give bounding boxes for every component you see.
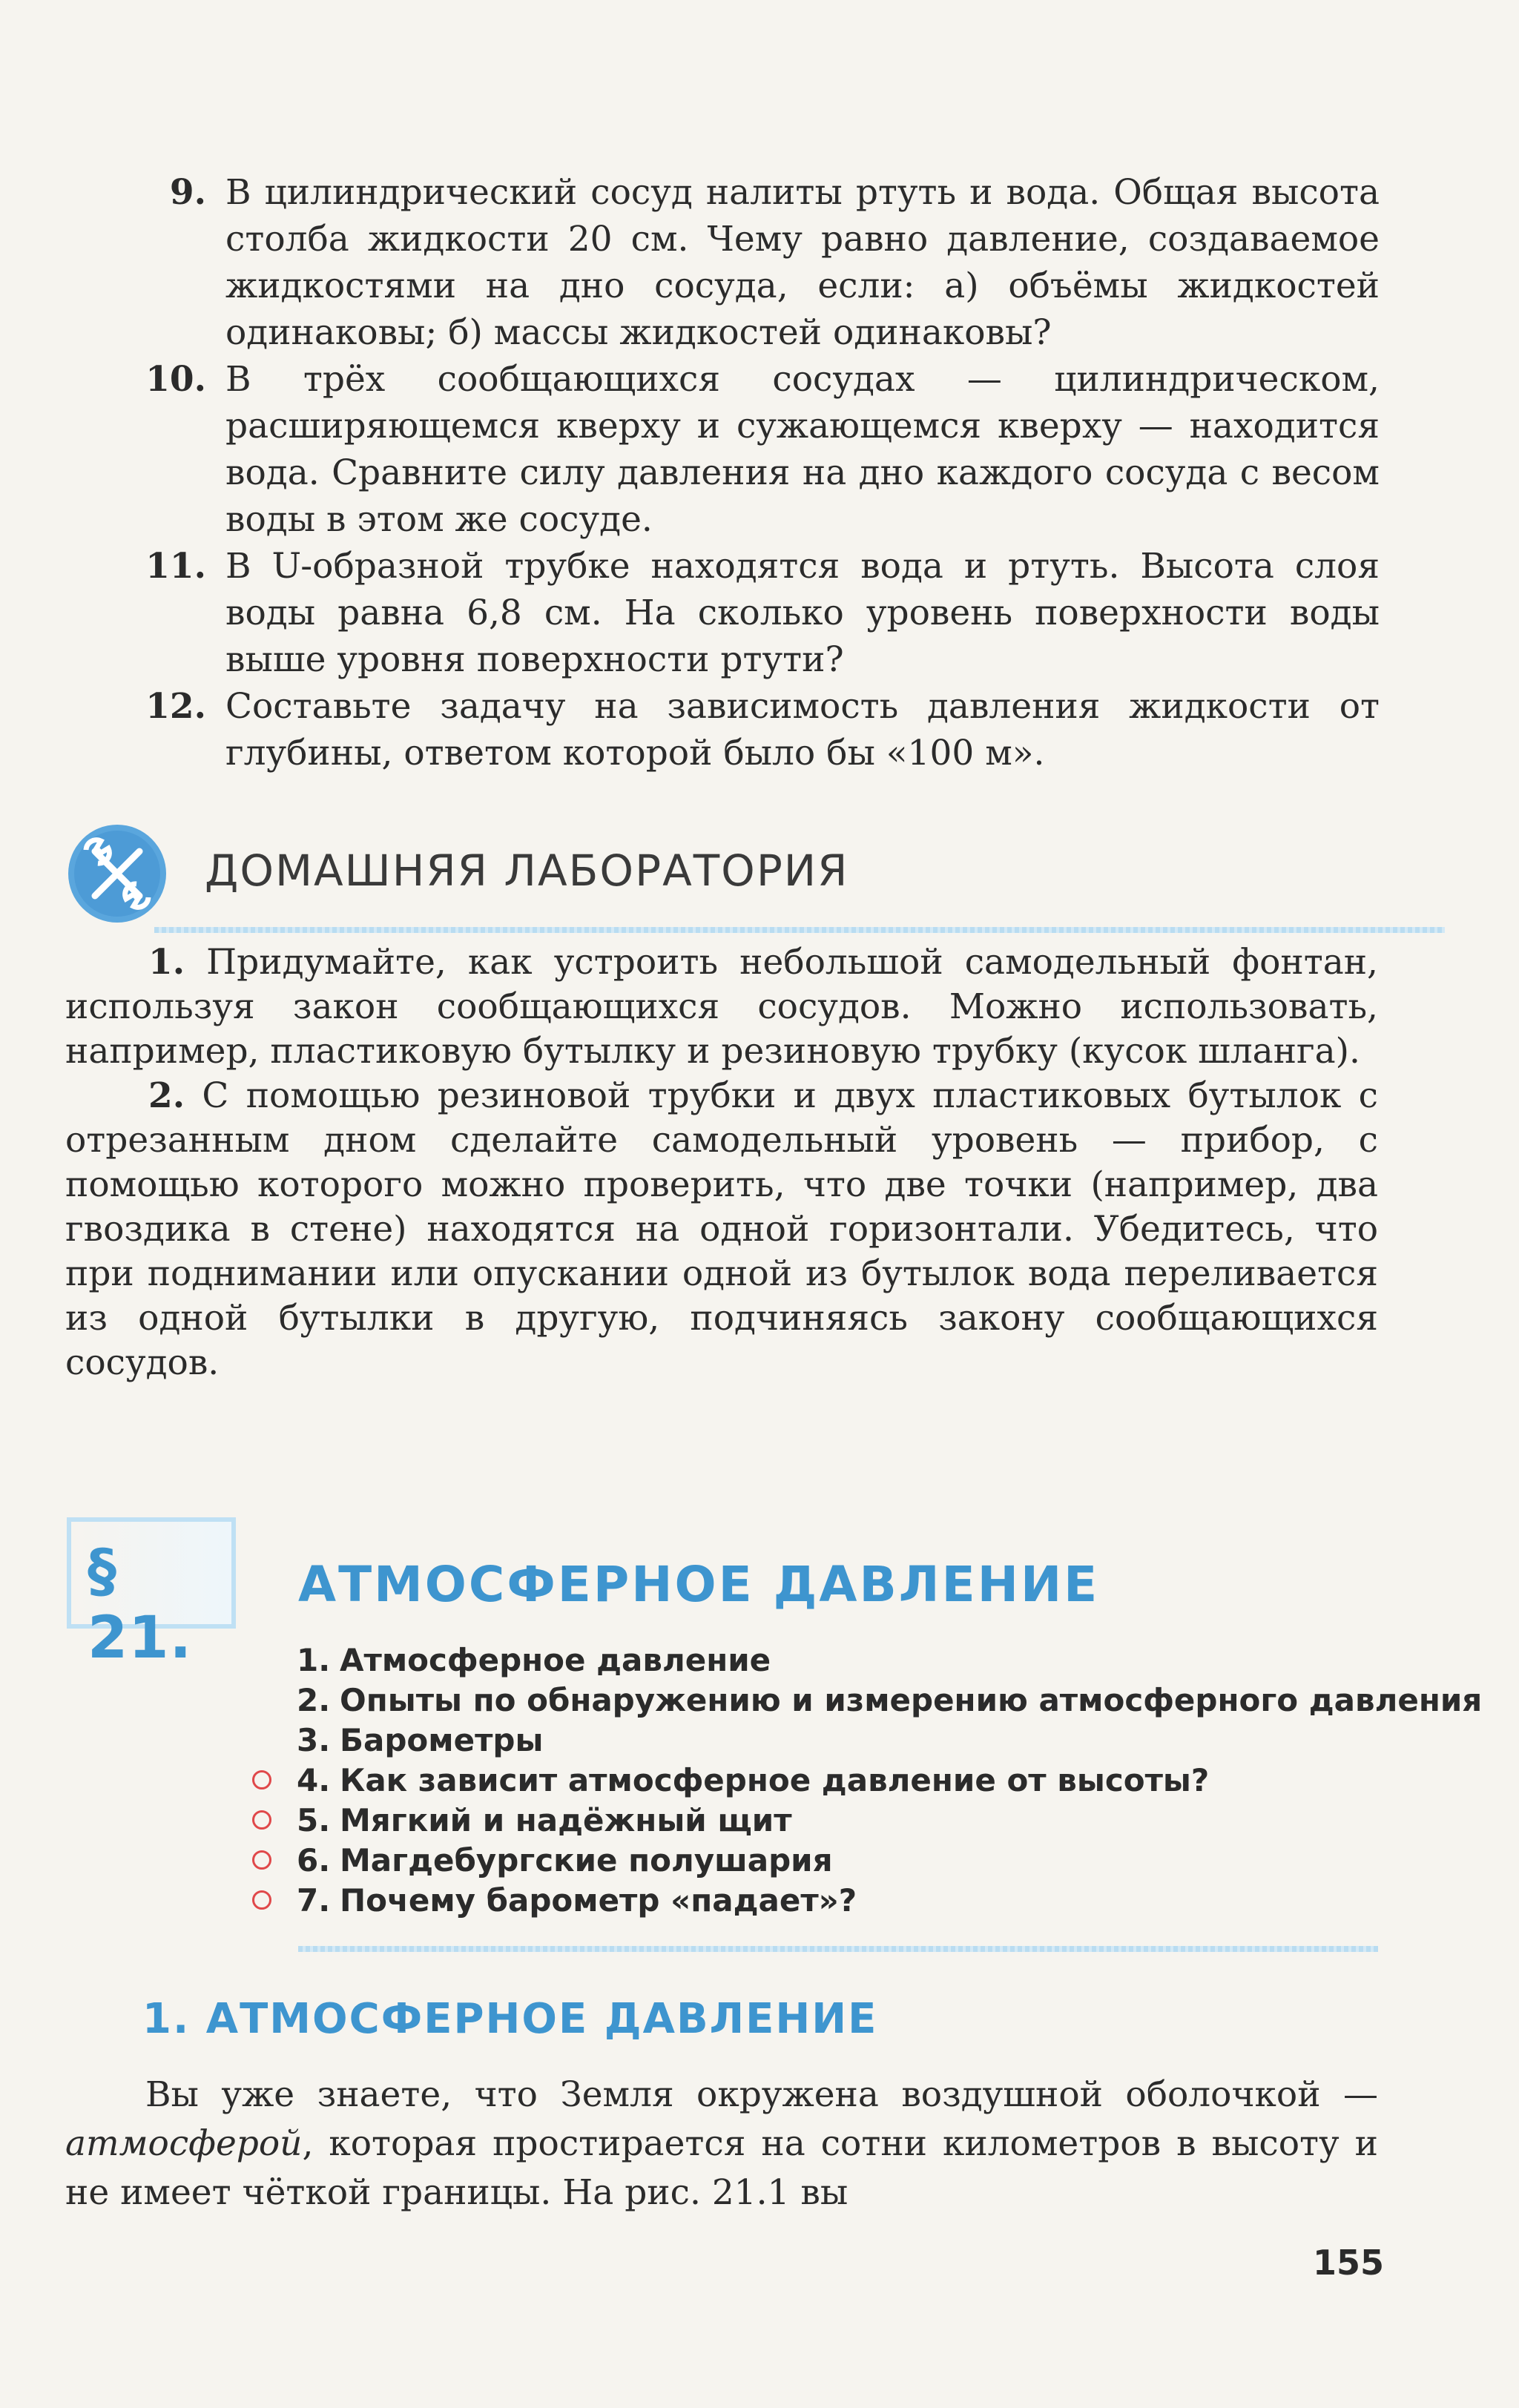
page-number: 155 (1313, 2243, 1385, 2283)
problem-number: 10. (145, 359, 206, 400)
optional-marker-icon (252, 1770, 271, 1789)
section-number-box (67, 1517, 236, 1672)
body-text (65, 2071, 1378, 2217)
body-text-emphasis: атмосферой (65, 2123, 303, 2164)
body-paragraph (65, 2071, 1378, 2217)
lab-item-number: 2. (148, 1075, 185, 1116)
body-text-part: Вы уже знаете, что Земля окружена воздушной оболочкой — (145, 2074, 1378, 2115)
toc-number: 2. (297, 1682, 331, 1718)
divider (154, 927, 1445, 933)
problem-number: 9. (169, 172, 206, 213)
home-lab-title: ДОМАШНЯЯ ЛАБОРАТОРИЯ (205, 845, 849, 896)
toc-number: 5. (297, 1802, 331, 1838)
lab-item (65, 940, 1378, 1074)
toc-text: Опыты по обнаружению и измерению атмосферного давления (340, 1682, 1483, 1718)
toc-number: 1. (297, 1642, 331, 1678)
toc-text: Атмосферное давление (340, 1642, 771, 1678)
toc-number: 7. (297, 1882, 331, 1919)
toc-number: 4. (297, 1762, 331, 1798)
toc-text: Мягкий и надёжный щит (340, 1802, 792, 1838)
problem-text: В цилиндрический сосуд налиты ртуть и вода. Общая высота столба жидкости 20 см. Чему равно давление, создаваемое жидкостями на дно сосуда, если: а) объёмы жидкостей одинаковы; б) массы жидкостей одинаковы? (225, 172, 1380, 353)
divider (298, 1946, 1378, 1952)
toc-number: 3. (297, 1722, 331, 1758)
lab-item-text: Придумайте, как устроить небольшой самодельный фонтан, используя закон сообщающихся сосудов. Можно использовать, например, пластиковую бутылку и резиновую трубку (кусок шланга). (65, 942, 1378, 1072)
lab-item-text: С помощью резиновой трубки и двух пластиковых бутылок с отрезанным дном сделайте самодельный уровень — прибор, с помощью которого можно проверить, что две точки (например, два гвоздика в стене) находятся на одной горизонтали. Убедитесь, что при поднимании или опускании одной из бутылок вода переливается из одной бутылки в другую, подчиняясь закону сообщающихся сосудов. (65, 1075, 1378, 1383)
problem-item (119, 683, 1380, 776)
section-title: АТМОСФЕРНОЕ ДАВЛЕНИЕ (298, 1556, 1100, 1613)
section-contents (252, 1640, 1483, 1921)
problem-item (119, 543, 1380, 683)
toc-text: Магдебургские полушария (340, 1842, 833, 1878)
problem-text: Составьте задачу на зависимость давления жидкости от глубины, ответом которой было бы «100 м». (225, 686, 1380, 773)
problem-text: В трёх сообщающихся сосудах — цилиндрическом, расширяющемся кверху и сужающемся кверху — находится вода. Сравните силу давления на дно каждого сосуда с весом воды в этом же сосуде. (225, 359, 1380, 540)
lab-item (65, 1074, 1378, 1385)
subsection-title: 1. АТМОСФЕРНОЕ ДАВЛЕНИЕ (142, 1995, 878, 2043)
optional-marker-icon (252, 1890, 271, 1910)
tools-icon (65, 822, 169, 926)
problem-item (119, 356, 1380, 543)
problems-list (119, 169, 1380, 776)
toc-text: Как зависит атмосферное давление от высоты? (340, 1762, 1210, 1798)
problem-text: В U-образной трубке находятся вода и ртуть. Высота слоя воды равна 6,8 см. На сколько уровень поверхности воды выше уровня поверхности ртути? (225, 546, 1380, 680)
toc-item (252, 1881, 1380, 1921)
problem-item (119, 169, 1380, 356)
toc-text: Барометры (340, 1722, 544, 1758)
section-number: § 21. (88, 1538, 193, 1672)
toc-item (252, 1761, 1380, 1801)
toc-text: Почему барометр «падает»? (340, 1882, 857, 1919)
problem-number: 11. (145, 546, 206, 587)
optional-marker-icon (252, 1810, 271, 1830)
problem-number: 12. (145, 686, 206, 727)
toc-item (252, 1721, 1380, 1761)
optional-marker-icon (252, 1850, 271, 1870)
toc-item (252, 1640, 1380, 1680)
body-text-part: , которая простирается на сотни километров в высоту и не имеет чёткой границы. На рис. 21.1 вы (65, 2123, 1378, 2213)
lab-item-number: 1. (148, 942, 185, 983)
toc-item (252, 1841, 1380, 1881)
home-lab-text (65, 940, 1378, 1385)
home-lab-header (65, 822, 1378, 933)
toc-number: 6. (297, 1842, 331, 1878)
toc-item (252, 1801, 1380, 1841)
toc-item (252, 1680, 1483, 1721)
